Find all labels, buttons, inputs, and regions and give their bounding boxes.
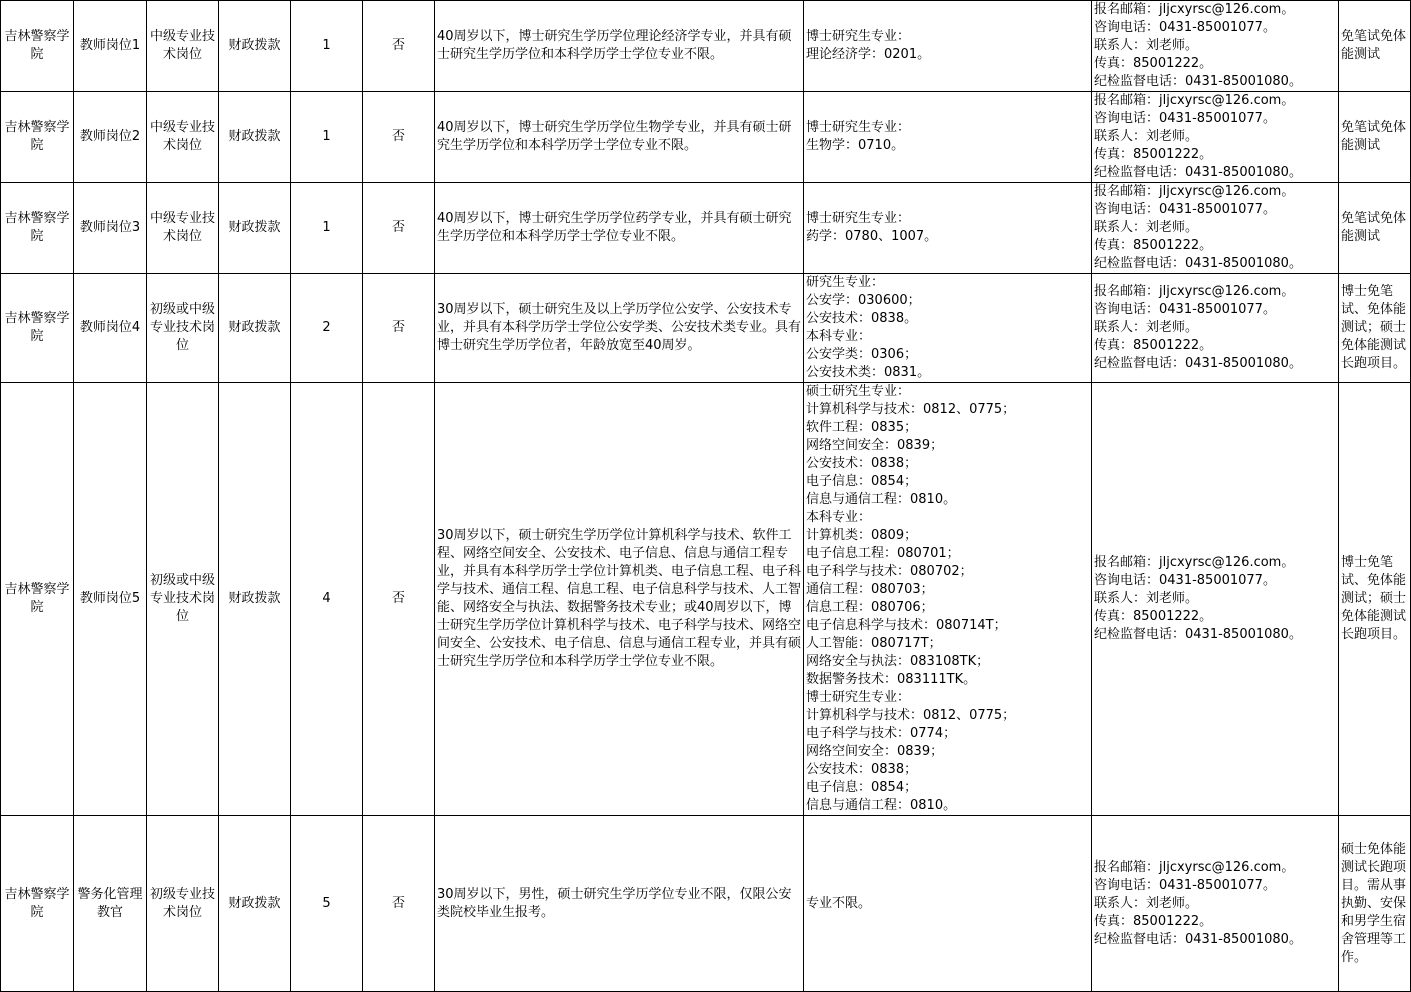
category-cell: 初级专业技术岗位 bbox=[147, 816, 219, 992]
cell-line: 研究生专业： bbox=[806, 275, 885, 290]
cell-line: 信息与通信工程：0810。 bbox=[806, 798, 957, 813]
table-row bbox=[1, 183, 1411, 274]
table-row bbox=[1, 92, 1411, 183]
cell-line: 博士研究生专业： bbox=[806, 690, 911, 705]
count-cell: 4 bbox=[291, 383, 363, 816]
table-row bbox=[1, 816, 1411, 992]
cell-line: 公安学类：0306； bbox=[806, 347, 918, 362]
requirement-cell: 30周岁以下，男性，硕士研究生学历学位专业不限，仅限公安类院校毕业生报考。 bbox=[435, 816, 804, 992]
cell-line: 公安技术：0838。 bbox=[806, 311, 918, 326]
table-row bbox=[1, 1, 1411, 92]
table-row bbox=[1, 274, 1411, 383]
unit-cell: 吉林警察学院 bbox=[1, 274, 74, 383]
cell-line: 纪检监督电话：0431-85001080。 bbox=[1094, 74, 1302, 89]
category-cell: 中级专业技术岗位 bbox=[147, 1, 219, 92]
cell-line: 公安技术：0838； bbox=[806, 762, 918, 777]
flag-cell: 否 bbox=[363, 383, 435, 816]
majors-cell bbox=[804, 92, 1092, 183]
unit-cell: 吉林警察学院 bbox=[1, 92, 74, 183]
category-cell: 初级或中级专业技术岗位 bbox=[147, 274, 219, 383]
cell-line: 联系人：刘老师。 bbox=[1094, 591, 1199, 606]
flag-cell: 否 bbox=[363, 92, 435, 183]
cell-line: 公安技术类：0831。 bbox=[806, 365, 931, 380]
cell-line: 博士研究生专业： bbox=[806, 211, 911, 226]
count-cell: 2 bbox=[291, 274, 363, 383]
cell-line: 软件工程：0835； bbox=[806, 420, 918, 435]
flag-cell: 否 bbox=[363, 1, 435, 92]
contact-cell bbox=[1092, 383, 1339, 816]
cell-line: 传真：85001222。 bbox=[1094, 913, 1213, 929]
cell-line: 咨询电话：0431-85001077。 bbox=[1094, 302, 1276, 317]
flag-cell: 否 bbox=[363, 816, 435, 992]
unit-cell: 吉林警察学院 bbox=[1, 183, 74, 274]
requirement-cell: 30周岁以下，硕士研究生及以上学历学位公安学、公安技术专业，并具有本科学历学士学位公安学类、公安技术类专业。具有博士研究生学历学位者，年龄放宽至40周岁。 bbox=[435, 274, 804, 383]
category-cell: 初级或中级专业技术岗位 bbox=[147, 383, 219, 816]
majors-cell bbox=[804, 183, 1092, 274]
cell-line: 联系人：刘老师。 bbox=[1094, 38, 1199, 53]
contact-cell bbox=[1092, 1, 1339, 92]
cell-line: 数据警务技术：083111TK。 bbox=[806, 672, 977, 687]
cell-line: 理论经济学：0201。 bbox=[806, 47, 931, 62]
cell-line: 传真：85001222。 bbox=[1094, 609, 1213, 624]
cell-line: 传真：85001222。 bbox=[1094, 238, 1213, 253]
majors-cell bbox=[804, 383, 1092, 816]
notes-cell: 硕士免体能测试长跑项目。需从事执勤、安保和男学生宿舍管理等工作。 bbox=[1339, 816, 1411, 992]
cell-line: 电子信息：0854； bbox=[806, 780, 918, 795]
notes-cell: 免笔试免体能测试 bbox=[1339, 92, 1411, 183]
majors-cell bbox=[804, 816, 1092, 992]
notes-cell: 博士免笔试、免体能测试；硕士免体能测试长跑项目。 bbox=[1339, 383, 1411, 816]
cell-line: 生物学：0710。 bbox=[806, 138, 905, 153]
cell-line: 联系人：刘老师。 bbox=[1094, 895, 1199, 911]
unit-cell: 吉林警察学院 bbox=[1, 816, 74, 992]
cell-line: 报名邮箱：jljcxyrsc@126.com。 bbox=[1094, 93, 1295, 108]
cell-line: 通信工程：080703； bbox=[806, 582, 934, 597]
cell-line: 药学：0780、1007。 bbox=[806, 229, 938, 244]
cell-line: 网络空间安全：0839； bbox=[806, 744, 944, 759]
cell-line: 网络安全与执法：083108TK； bbox=[806, 654, 990, 669]
cell-line: 网络空间安全：0839； bbox=[806, 438, 944, 453]
notes-cell: 博士免笔试、免体能测试；硕士免体能测试长跑项目。 bbox=[1339, 274, 1411, 383]
cell-line: 联系人：刘老师。 bbox=[1094, 129, 1199, 144]
notes-cell: 免笔试免体能测试 bbox=[1339, 183, 1411, 274]
cell-line: 信息工程：080706； bbox=[806, 600, 934, 615]
funding-cell: 财政拨款 bbox=[219, 274, 291, 383]
cell-line: 咨询电话：0431-85001077。 bbox=[1094, 111, 1276, 126]
cell-line: 报名邮箱：jljcxyrsc@126.com。 bbox=[1094, 284, 1295, 299]
post-cell: 教师岗位2 bbox=[74, 92, 147, 183]
cell-line: 博士研究生专业： bbox=[806, 120, 911, 135]
cell-line: 咨询电话：0431-85001077。 bbox=[1094, 202, 1276, 217]
cell-line: 计算机类：0809； bbox=[806, 528, 918, 543]
cell-line: 联系人：刘老师。 bbox=[1094, 220, 1199, 235]
cell-line: 咨询电话：0431-85001077。 bbox=[1094, 573, 1276, 588]
count-cell: 1 bbox=[291, 183, 363, 274]
job-rows bbox=[1, 1, 1411, 992]
contact-cell bbox=[1092, 816, 1339, 992]
flag-cell: 否 bbox=[363, 183, 435, 274]
cell-line: 博士研究生专业： bbox=[806, 29, 911, 44]
cell-line: 报名邮箱：jljcxyrsc@126.com。 bbox=[1094, 859, 1295, 875]
requirement-cell: 40周岁以下，博士研究生学历学位药学专业，并具有硕士研究生学历学位和本科学历学士学位专业不限。 bbox=[435, 183, 804, 274]
contact-cell bbox=[1092, 92, 1339, 183]
flag-cell: 否 bbox=[363, 274, 435, 383]
contact-cell bbox=[1092, 183, 1339, 274]
post-cell: 教师岗位3 bbox=[74, 183, 147, 274]
cell-line: 传真：85001222。 bbox=[1094, 56, 1213, 71]
cell-line: 报名邮箱：jljcxyrsc@126.com。 bbox=[1094, 2, 1295, 17]
cell-line: 计算机科学与技术：0812、0775； bbox=[806, 708, 1016, 723]
cell-line: 电子信息工程：080701； bbox=[806, 546, 960, 561]
funding-cell: 财政拨款 bbox=[219, 383, 291, 816]
funding-cell: 财政拨款 bbox=[219, 1, 291, 92]
cell-line: 咨询电话：0431-85001077。 bbox=[1094, 877, 1276, 893]
cell-line: 公安学：030600； bbox=[806, 293, 921, 308]
cell-line: 报名邮箱：jljcxyrsc@126.com。 bbox=[1094, 184, 1295, 199]
count-cell: 1 bbox=[291, 92, 363, 183]
unit-cell: 吉林警察学院 bbox=[1, 1, 74, 92]
cell-line: 纪检监督电话：0431-85001080。 bbox=[1094, 356, 1302, 371]
funding-cell: 财政拨款 bbox=[219, 816, 291, 992]
cell-line: 本科专业： bbox=[806, 510, 872, 525]
cell-line: 硕士研究生专业： bbox=[806, 384, 911, 399]
contact-cell bbox=[1092, 274, 1339, 383]
post-cell: 警务化管理教官 bbox=[74, 816, 147, 992]
majors-cell bbox=[804, 1, 1092, 92]
cell-line: 纪检监督电话：0431-85001080。 bbox=[1094, 256, 1302, 271]
post-cell: 教师岗位1 bbox=[74, 1, 147, 92]
cell-line: 传真：85001222。 bbox=[1094, 338, 1213, 353]
cell-line: 本科专业： bbox=[806, 329, 872, 344]
table-row bbox=[1, 383, 1411, 816]
notes-cell: 免笔试免体能测试 bbox=[1339, 1, 1411, 92]
post-cell: 教师岗位4 bbox=[74, 274, 147, 383]
count-cell: 1 bbox=[291, 1, 363, 92]
requirement-cell: 30周岁以下，硕士研究生学历学位计算机科学与技术、软件工程、网络空间安全、公安技术、电子信息、信息与通信工程专业，并具有本科学历学士学位计算机类、电子信息工程、电子科学与技术、通信工程、信息工程、电子信息科学与技术、人工智能、网络安全与执法、数据警务技术专业；或40周岁以下，博士研究生学历学位计算机科学与技术、电子科学与技术、网络空间安全、公安技术、电子信息、信息与通信工程专业，并具有硕士研究生学历学位和本科学历学士学位专业不限。 bbox=[435, 383, 804, 816]
cell-line: 公安技术：0838； bbox=[806, 456, 918, 471]
cell-line: 专业不限。 bbox=[806, 895, 872, 911]
cell-line: 人工智能：080717T； bbox=[806, 636, 942, 651]
cell-line: 纪检监督电话：0431-85001080。 bbox=[1094, 931, 1302, 947]
post-cell: 教师岗位5 bbox=[74, 383, 147, 816]
majors-cell bbox=[804, 274, 1092, 383]
cell-line: 电子信息科学与技术：080714T； bbox=[806, 618, 1007, 633]
cell-line: 信息与通信工程：0810。 bbox=[806, 492, 957, 507]
cell-line: 传真：85001222。 bbox=[1094, 147, 1213, 162]
category-cell: 中级专业技术岗位 bbox=[147, 92, 219, 183]
cell-line: 报名邮箱：jljcxyrsc@126.com。 bbox=[1094, 555, 1295, 570]
cell-line: 电子科学与技术：0774； bbox=[806, 726, 957, 741]
cell-line: 电子信息：0854； bbox=[806, 474, 918, 489]
cell-line: 计算机科学与技术：0812、0775； bbox=[806, 402, 1016, 417]
funding-cell: 财政拨款 bbox=[219, 183, 291, 274]
count-cell: 5 bbox=[291, 816, 363, 992]
cell-line: 联系人：刘老师。 bbox=[1094, 320, 1199, 335]
unit-cell: 吉林警察学院 bbox=[1, 383, 74, 816]
cell-line: 电子科学与技术：080702； bbox=[806, 564, 973, 579]
requirement-cell: 40周岁以下，博士研究生学历学位理论经济学专业，并具有硕士研究生学历学位和本科学历学士学位专业不限。 bbox=[435, 1, 804, 92]
cell-line: 咨询电话：0431-85001077。 bbox=[1094, 20, 1276, 35]
requirement-cell: 40周岁以下，博士研究生学历学位生物学专业，并具有硕士研究生学历学位和本科学历学士学位专业不限。 bbox=[435, 92, 804, 183]
category-cell: 中级专业技术岗位 bbox=[147, 183, 219, 274]
cell-line: 纪检监督电话：0431-85001080。 bbox=[1094, 165, 1302, 180]
cell-line: 纪检监督电话：0431-85001080。 bbox=[1094, 627, 1302, 642]
funding-cell: 财政拨款 bbox=[219, 92, 291, 183]
